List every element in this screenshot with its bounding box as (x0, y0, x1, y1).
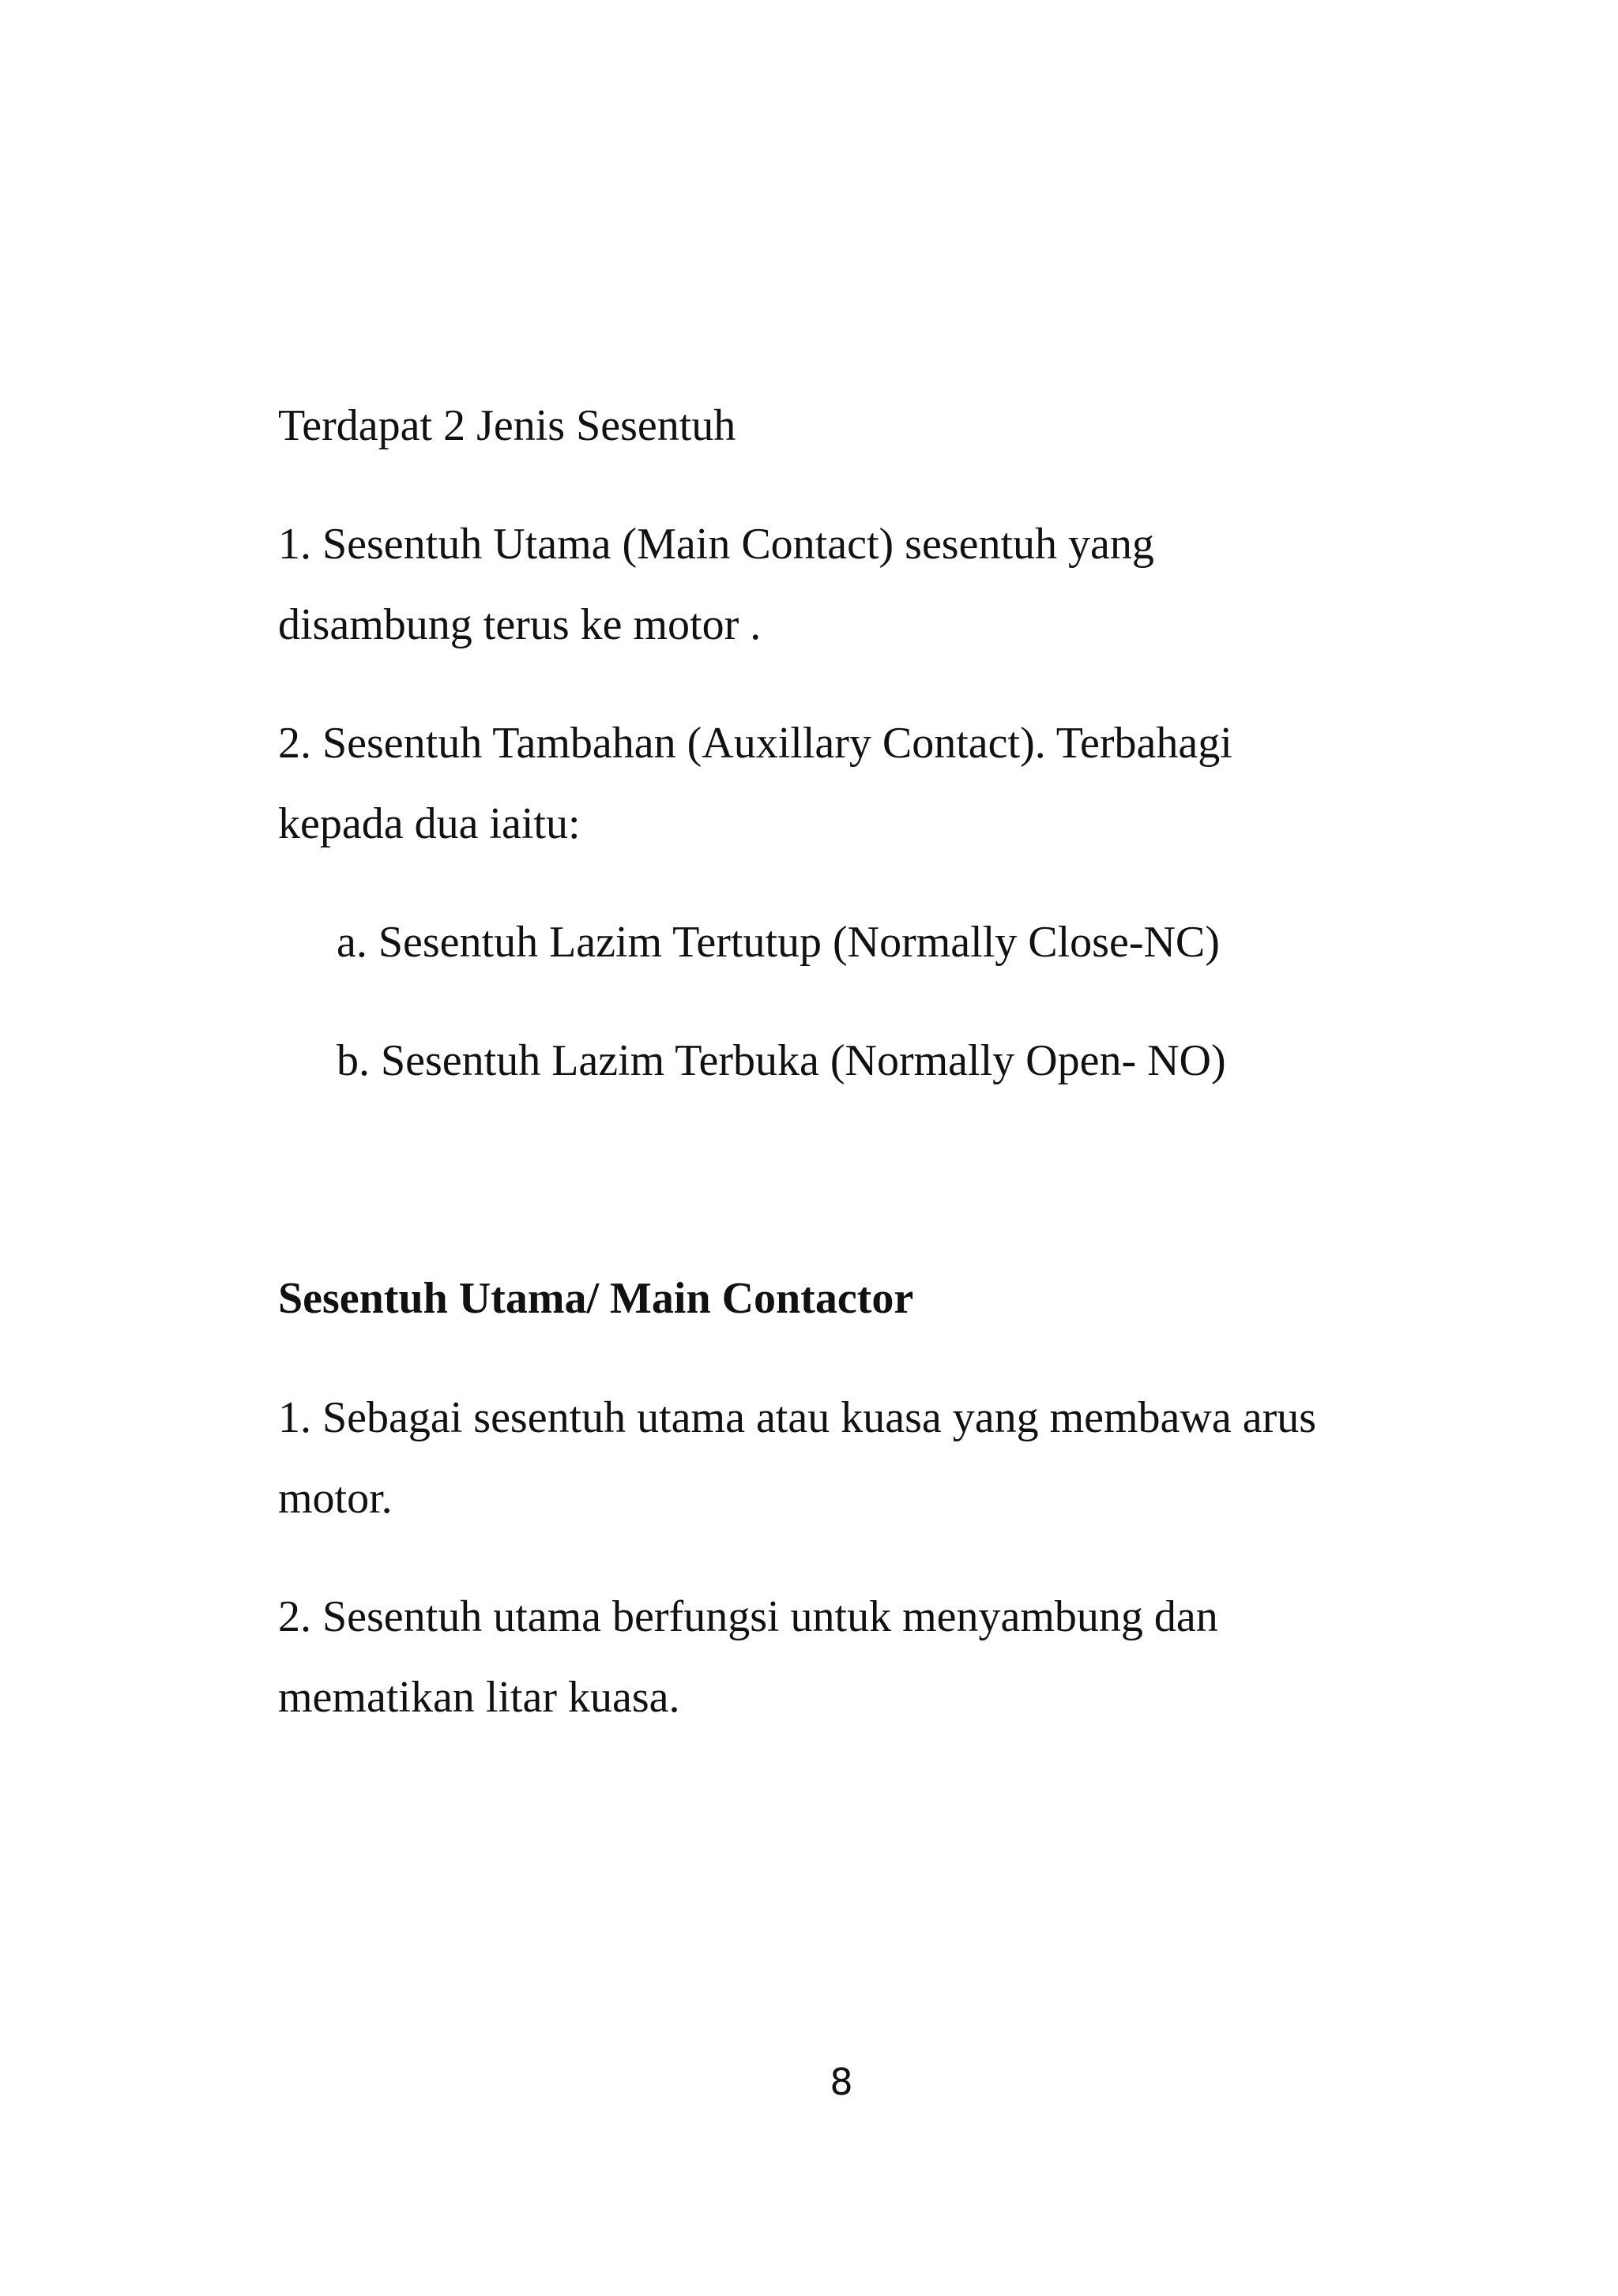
point-2-line-1: 2. Sesentuh utama berfungsi untuk menyambung dan (278, 1592, 1218, 1641)
point-1-line-2: motor. (278, 1474, 393, 1523)
item-1-line-2: disambung terus ke motor . (278, 600, 762, 649)
item-2-line-2: kepada dua iaitu: (278, 799, 581, 848)
sub-item-b: b. Sesentuh Lazim Terbuka (Normally Open- NO) (337, 1036, 1226, 1085)
point-1-line-1: 1. Sebagai sesentuh utama atau kuasa yang membawa arus (278, 1393, 1317, 1442)
section-heading: Sesentuh Utama/ Main Contactor (278, 1274, 914, 1323)
intro-title: Terdapat 2 Jenis Sesentuh (278, 401, 736, 450)
item-2-line-1: 2. Sesentuh Tambahan (Auxillary Contact). Terbahagi (278, 719, 1232, 768)
page-number: 8 (830, 2061, 853, 2103)
point-2-line-2: mematikan litar kuasa. (278, 1673, 680, 1722)
item-1-line-1: 1. Sesentuh Utama (Main Contact) sesentuh yang (278, 520, 1154, 569)
sub-item-a: a. Sesentuh Lazim Tertutup (Normally Close-NC) (337, 918, 1220, 967)
